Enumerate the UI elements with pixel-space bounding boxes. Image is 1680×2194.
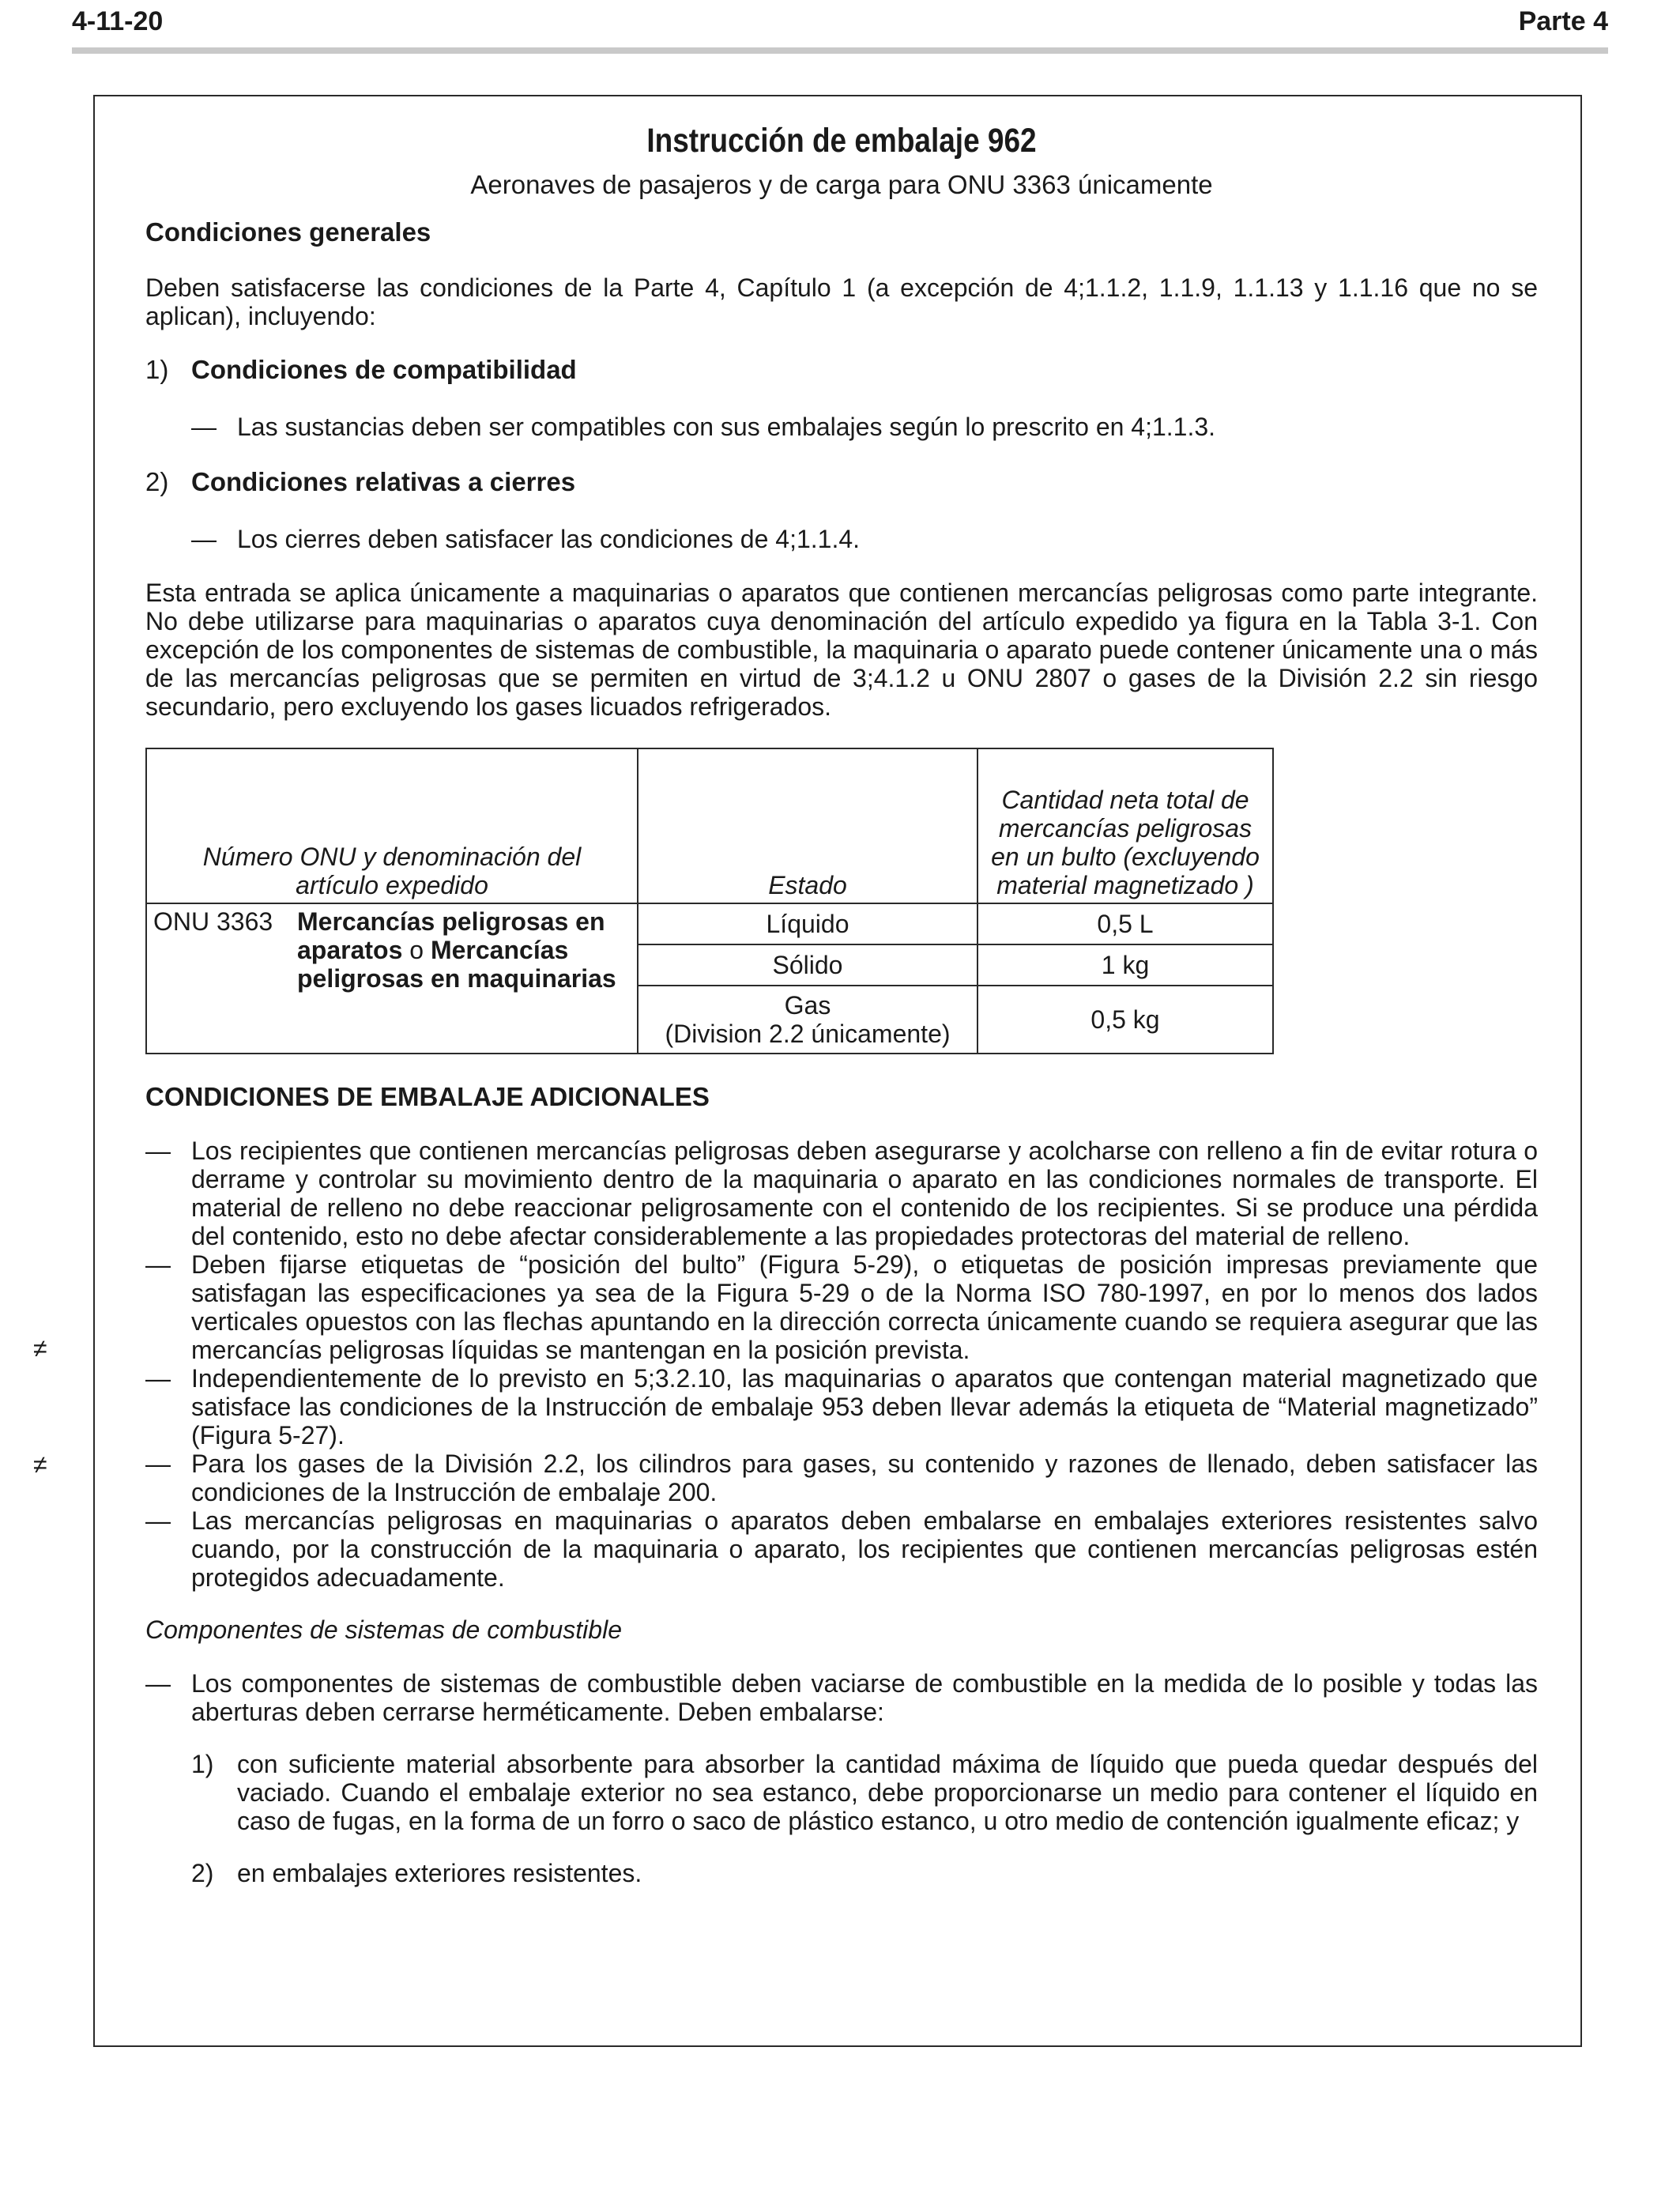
item-text: Los cierres deben satisfacer las condiciones de 4;1.1.4. xyxy=(237,525,861,553)
item-text: en embalajes exteriores resistentes. xyxy=(237,1859,642,1887)
table-row xyxy=(146,903,1273,944)
quantity-table xyxy=(145,748,1274,1054)
fuel-item-2 xyxy=(191,1859,1538,1887)
col-header-state: Estado xyxy=(638,748,977,903)
closures-item xyxy=(145,466,1538,498)
additional-list xyxy=(145,1137,1538,1592)
item-number: 2) xyxy=(191,1859,214,1887)
dash-marker: — xyxy=(145,1449,171,1478)
dash-marker: — xyxy=(145,1506,171,1535)
list-item xyxy=(145,1250,1538,1364)
instruction-content xyxy=(145,120,1538,1887)
page-header xyxy=(0,0,1680,57)
state-gas-note: (Division 2.2 únicamente) xyxy=(665,1020,951,1048)
item-text: Para los gases de la División 2.2, los cilindros para gases, su contenido y razones de llenado, deben satisfacer las condiciones de la Instrucción de embalaje 200. xyxy=(191,1449,1538,1506)
item-text: Deben fijarse etiquetas de “posición del bulto” (Figura 5-29), o etiquetas de posición impresas previamente que satisfagan las especificaciones ya sea de la Figura 5-29 o de la Norma ISO 780-1997, en por lo menos dos lados verticales opuestos con las flechas apuntando en la dirección correcta únicamente cuando se requiera asegurar que las mercancías peligrosas líquidas se mantengan en la posición prevista. xyxy=(191,1250,1538,1364)
dash-marker: — xyxy=(191,525,217,553)
item-text: Los recipientes que contienen mercancías peligrosas deben asegurarse y acolcharse con relleno a fin de evitar rotura o derrame y controlar su movimiento dentro de la maquinaria o aparato en las condiciones normales de transporte. El material de relleno no debe reaccionar peligrosamente con el contenido de los recipientes. Si se produce una pérdida del contenido, esto no debe afectar considerablemente a las propiedades protectoras del material de relleno. xyxy=(191,1137,1538,1250)
instruction-box xyxy=(93,95,1582,2047)
closures-detail xyxy=(191,525,1538,553)
item-text: Los componentes de sistemas de combustible deben vaciarse de combustible en la medida de lo posible y todas las aberturas deben cerrarse herméticamente. Deben embalarse: xyxy=(191,1669,1538,1726)
item-heading: Condiciones relativas a cierres xyxy=(191,467,576,496)
un-entry xyxy=(153,907,631,993)
state-solid: Sólido xyxy=(638,944,977,986)
compatibility-item xyxy=(145,354,1538,386)
shipping-name xyxy=(297,907,631,993)
item-text: Las sustancias deben ser compatibles con sus embalajes según lo prescrito en 4;1.1.3. xyxy=(237,413,1216,441)
dash-marker: — xyxy=(145,1250,171,1279)
list-item xyxy=(145,1449,1538,1506)
table-header-row xyxy=(146,748,1273,903)
shipping-name-connector: o xyxy=(409,936,424,964)
fuel-item-1 xyxy=(191,1750,1538,1835)
fuel-intro xyxy=(145,1669,1538,1726)
entry-scope-paragraph: Esta entrada se aplica únicamente a maquinarias o aparatos que contienen mercancías peligrosas como parte integrante. No debe utilizarse para maquinarias o aparatos cuya denominación del artículo expedido ya figura en la Tabla 3-1. Con excepción de los componentes de sistemas de combustible, la maquinaria o aparato puede contener únicamente una o más de las mercancías peligrosas que se permiten en virtud de 3;4.1.2 u ONU 2807 o gases de la División 2.2 sin riesgo secundario, pero excluyendo los gases licuados refrigerados. xyxy=(145,579,1538,721)
instruction-title: Instrucción de embalaje 962 xyxy=(646,122,1037,160)
list-item xyxy=(145,1506,1538,1592)
page-date: 4-11-20 xyxy=(72,6,164,36)
col-header-name-text: Número ONU y denominación del artículo expedido xyxy=(202,843,582,899)
item-heading: Condiciones de compatibilidad xyxy=(191,355,577,384)
quantity-liquid: 0,5 L xyxy=(977,903,1273,944)
general-heading: Condiciones generales xyxy=(145,217,431,247)
col-header-name xyxy=(146,748,638,903)
list-item xyxy=(145,1364,1538,1449)
quantity-gas: 0,5 kg xyxy=(977,986,1273,1054)
instruction-subtitle: Aeronaves de pasajeros y de carga para ONU 3363 únicamente xyxy=(470,170,1213,199)
dash-marker: — xyxy=(145,1364,171,1393)
un-number: ONU 3363 xyxy=(153,907,273,936)
list-item xyxy=(145,1137,1538,1250)
change-mark-2: ≠ xyxy=(33,1450,47,1479)
header-rule xyxy=(72,47,1608,54)
general-intro: Deben satisfacerse las condiciones de la Parte 4, Capítulo 1 (a excepción de 4;1.1.2, 1.1.9, 1.1.13 y 1.1.16 que no se aplican), incluyendo: xyxy=(145,273,1538,330)
item-number: 1) xyxy=(191,1750,214,1778)
state-gas: Gas xyxy=(784,991,831,1020)
un-entry-cell xyxy=(146,903,638,1054)
quantity-solid: 1 kg xyxy=(977,944,1273,986)
dash-marker: — xyxy=(145,1137,171,1165)
col-header-quantity: Cantidad neta total de mercancías peligrosas en un bulto (excluyendo material magnetizado ) xyxy=(977,748,1273,903)
state-gas-cell xyxy=(638,986,977,1054)
fuel-heading: Componentes de sistemas de combustible xyxy=(145,1615,622,1644)
change-mark-1: ≠ xyxy=(33,1334,47,1363)
dash-marker: — xyxy=(145,1669,171,1698)
additional-heading: CONDICIONES DE EMBALAJE ADICIONALES xyxy=(145,1082,710,1111)
part-label: Parte 4 xyxy=(1518,6,1608,36)
dash-marker: — xyxy=(191,413,217,441)
shipping-name-part2: Mercancías peligrosas en maquinarias xyxy=(297,936,616,993)
item-number: 2) xyxy=(145,467,169,496)
shipping-name-part1: Mercancías peligrosas en aparatos xyxy=(297,907,605,964)
item-text: con suficiente material absorbente para absorber la cantidad máxima de líquido que pueda quedar después del vaciado. Cuando el embalaje exterior no sea estanco, debe proporcionarse un medio para contener el líquido en caso de fugas, en la forma de un forro o saco de plástico estanco, u otro medio de contención igualmente eficaz; y xyxy=(237,1750,1538,1835)
item-number: 1) xyxy=(145,355,169,384)
compatibility-detail xyxy=(191,413,1538,441)
item-text: Las mercancías peligrosas en maquinarias o aparatos deben embalarse en embalajes exteriores resistentes salvo cuando, por la construcción de la maquinaria o aparato, los recipientes que contienen mercancías peligrosas estén protegidos adecuadamente. xyxy=(191,1506,1538,1592)
item-text: Independientemente de lo previsto en 5;3.2.10, las maquinarias o aparatos que contengan material magnetizado que satisface las condiciones de la Instrucción de embalaje 953 deben llevar además la etiqueta de “Material magnetizado” (Figura 5-27). xyxy=(191,1364,1538,1449)
state-liquid: Líquido xyxy=(638,903,977,944)
